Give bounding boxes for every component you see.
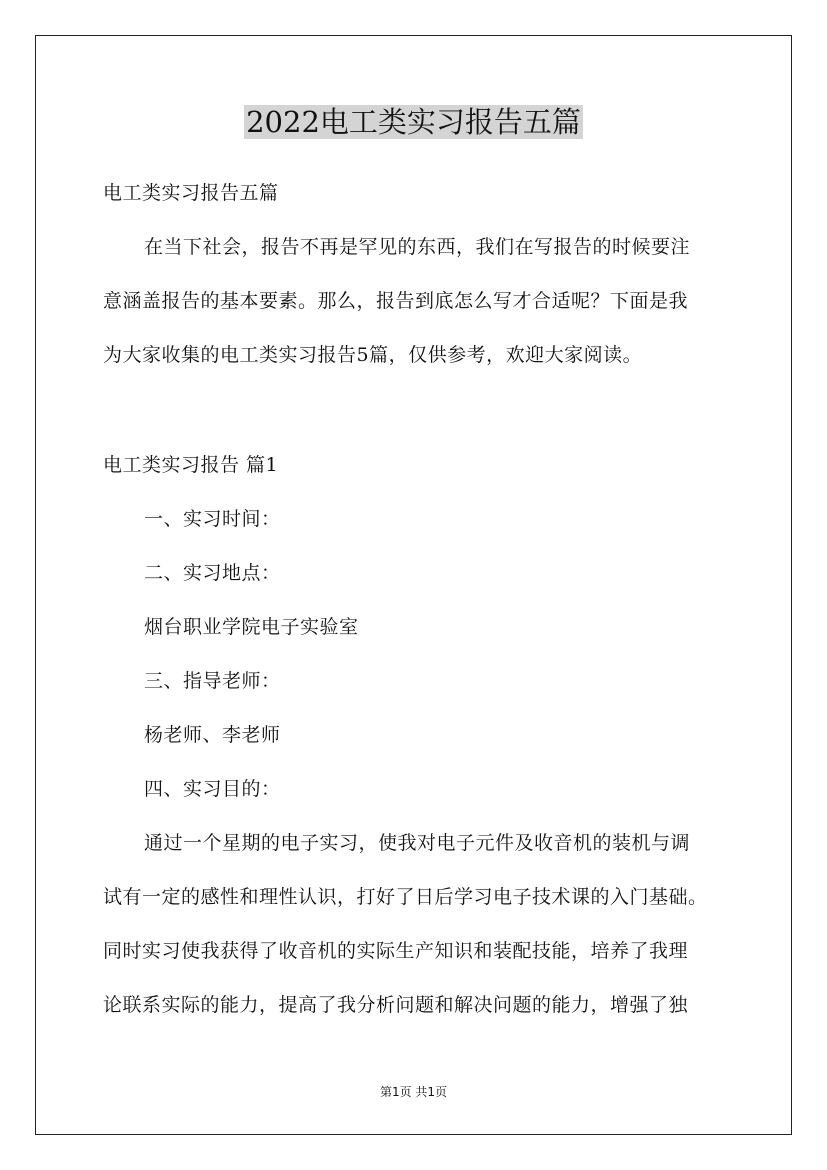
list-item: 烟台职业学院电子实验室 bbox=[144, 616, 359, 638]
body-line-4: 论联系实际的能力，提高了我分析问题和解决问题的能力，增强了独 bbox=[103, 994, 689, 1016]
page-footer: 第1页 共1页 bbox=[379, 1085, 448, 1099]
section-heading: 电工类实习报告 篇1 bbox=[103, 454, 279, 476]
document-title: 2022电工类实习报告五篇 bbox=[246, 105, 581, 139]
list-item: 三、指导老师： bbox=[144, 670, 281, 692]
list-item: 二、实习地点： bbox=[144, 562, 281, 584]
document-subtitle: 电工类实习报告五篇 bbox=[103, 182, 279, 204]
list-item: 杨老师、李老师 bbox=[144, 724, 281, 746]
list-item: 四、实习目的： bbox=[144, 778, 281, 800]
body-line-3: 同时实习使我获得了收音机的实际生产知识和装配技能，培养了我理 bbox=[103, 940, 689, 962]
intro-line-2: 意涵盖报告的基本要素。那么，报告到底怎么写才合适呢？下面是我 bbox=[103, 290, 689, 312]
body-line-1: 通过一个星期的电子实习，使我对电子元件及收音机的装机与调 bbox=[144, 832, 691, 854]
body-line-2: 试有一定的感性和理性认识，打好了日后学习电子技术课的入门基础。 bbox=[103, 886, 708, 908]
intro-line-3: 为大家收集的电工类实习报告5篇，仅供参考，欢迎大家阅读。 bbox=[103, 344, 643, 366]
intro-line-1: 在当下社会，报告不再是罕见的东西，我们在写报告的时候要注 bbox=[144, 236, 691, 258]
list-item: 一、实习时间： bbox=[144, 508, 281, 530]
